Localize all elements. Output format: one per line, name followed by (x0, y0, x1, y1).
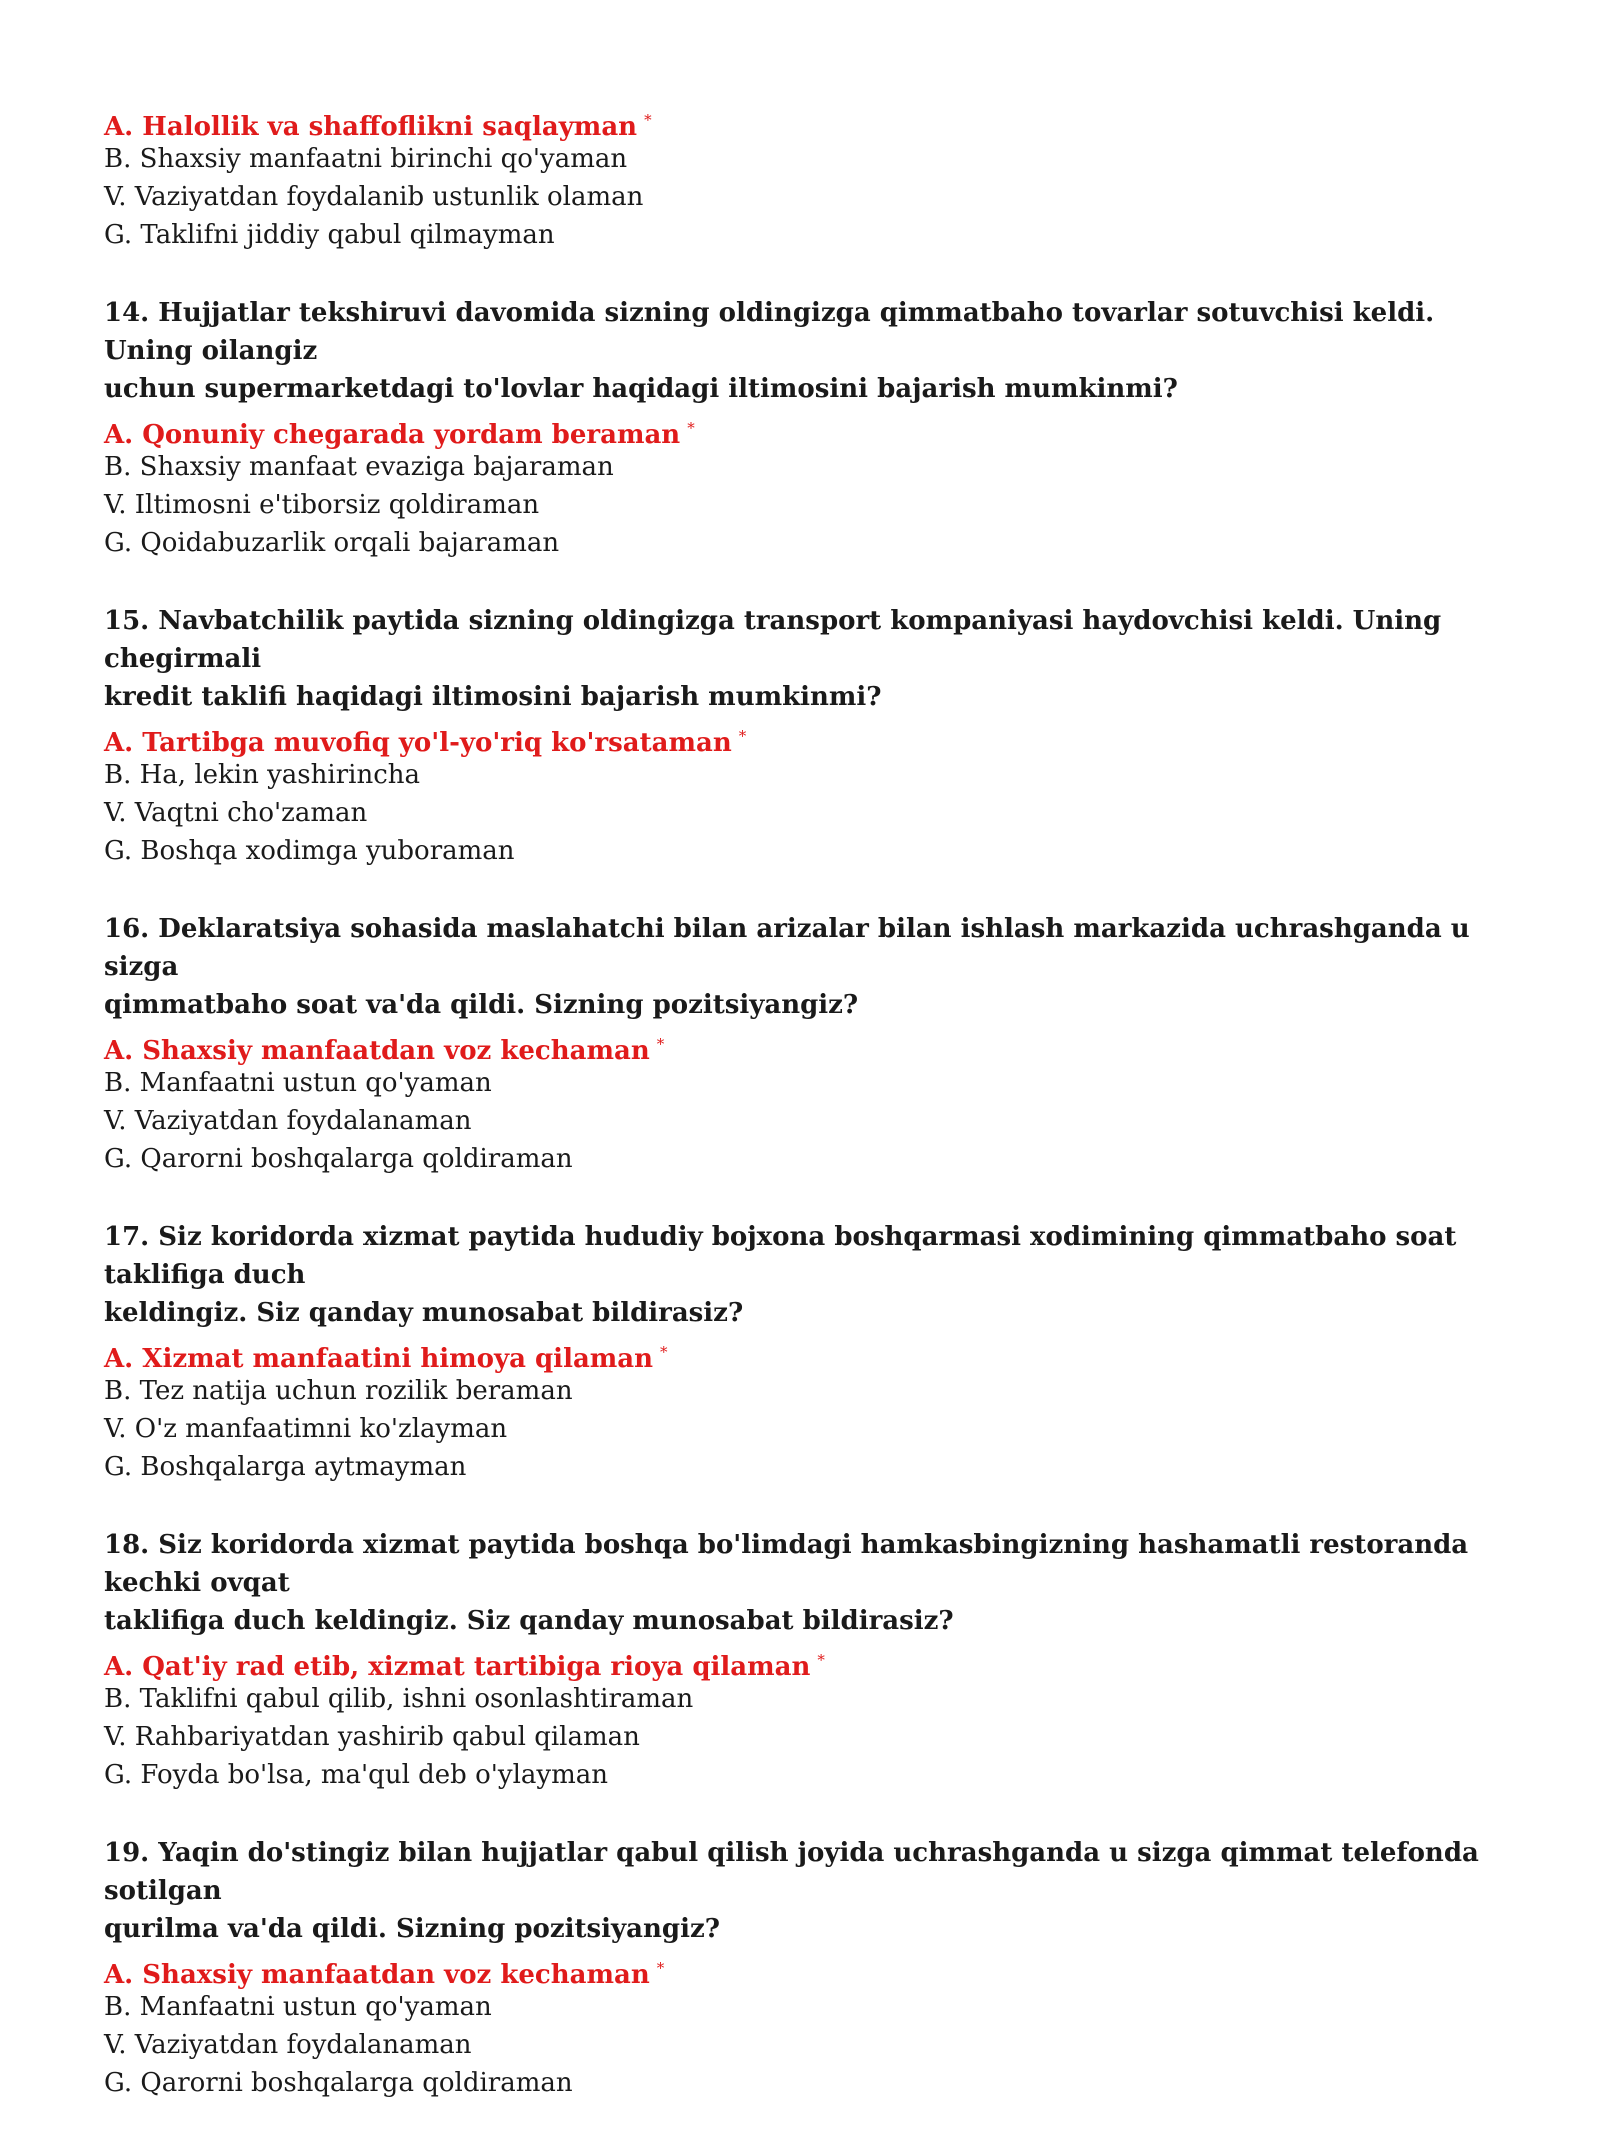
option-b: B. Ha, lekin yashirincha (104, 760, 421, 790)
correct-marker: * (656, 1959, 665, 1977)
question-block-13 (104, 100, 1504, 254)
correct-marker: * (687, 419, 695, 437)
option-v: V. Vaqtni cho'zaman (104, 798, 368, 828)
question-text-line-2: keldingiz. Siz qanday munosabat bildirasiz? (104, 1298, 744, 1328)
question-text-line-1: 14. Hujjatlar tekshiruvi davomida sizning oldingizga qimmatbaho tovarlar sotuvchisi keldi. Uning oilangiz (104, 298, 1435, 366)
option-b: B. Tez natija uchun rozilik beraman (104, 1376, 573, 1406)
option-g: G. Taklifni jiddiy qabul qilmayman (104, 220, 555, 250)
quiz-content (104, 100, 1504, 2142)
option-v: V. Iltimosni e'tiborsiz qoldiraman (104, 490, 540, 520)
option-g: G. Boshqalarga aytmayman (104, 1452, 467, 1482)
option-b: B. Manfaatni ustun qo'yaman (104, 1992, 492, 2022)
question-text-line-1: 19. Yaqin do'stingiz bilan hujjatlar qabul qilish joyida uchrashganda u sizga qimmat telefonda sotilgan (104, 1838, 1479, 1906)
option-b: B. Taklifni qabul qilib, ishni osonlashtiraman (104, 1684, 694, 1714)
question-text-line-2: qurilma va'da qildi. Sizning pozitsiyangiz? (104, 1914, 720, 1944)
question-block-14 (104, 294, 1504, 562)
question-block-16 (104, 910, 1504, 1178)
option-g: G. Qarorni boshqalarga qoldiraman (104, 1144, 573, 1174)
option-g: G. Qarorni boshqalarga qoldiraman (104, 2068, 573, 2098)
option-b: B. Shaxsiy manfaat evaziga bajaraman (104, 452, 614, 482)
correct-answer-text: A. Shaxsiy manfaatdan voz kechaman (104, 1036, 650, 1066)
option-b: B. Manfaatni ustun qo'yaman (104, 1068, 492, 1098)
correct-marker: * (738, 727, 747, 745)
question-text-line-2: kredit taklifi haqidagi iltimosini bajarish mumkinmi? (104, 682, 882, 712)
question-block-17 (104, 1218, 1504, 1486)
question-text-line-2: qimmatbaho soat va'da qildi. Sizning pozitsiyangiz? (104, 990, 859, 1020)
option-g: G. Foyda bo'lsa, ma'qul deb o'ylayman (104, 1760, 608, 1790)
question-text-line-1: 15. Navbatchilik paytida sizning oldingizga transport kompaniyasi haydovchisi keldi. Uning chegirmali (104, 606, 1442, 674)
option-v: V. O'z manfaatimni ko'zlayman (104, 1414, 508, 1444)
correct-marker: * (660, 1343, 668, 1361)
correct-marker: * (817, 1651, 825, 1669)
correct-answer-text: A. Halollik va shaffoflikni saqlayman (104, 112, 638, 142)
question-block-19 (104, 1834, 1504, 2102)
option-b: B. Shaxsiy manfaatni birinchi qo'yaman (104, 144, 628, 174)
correct-marker: * (656, 1035, 665, 1053)
correct-marker: * (644, 111, 652, 129)
option-g: G. Qoidabuzarlik orqali bajaraman (104, 528, 560, 558)
question-text-line-1: 18. Siz koridorda xizmat paytida boshqa bo'limdagi hamkasbingizning hashamatli restoranda kechki ovqat (104, 1530, 1469, 1598)
correct-answer (104, 1024, 1504, 1064)
correct-answer (104, 100, 1504, 140)
correct-answer-text: A. Qat'iy rad etib, xizmat tartibiga rioya qilaman (104, 1652, 811, 1682)
correct-answer (104, 1948, 1504, 1988)
question-text-line-2: uchun supermarketdagi to'lovlar haqidagi iltimosini bajarish mumkinmi? (104, 374, 1178, 404)
correct-answer-text: A. Xizmat manfaatini himoya qilaman (104, 1344, 654, 1374)
question-block-18 (104, 1526, 1504, 1794)
option-v: V. Vaziyatdan foydalanaman (104, 2030, 472, 2060)
correct-answer-text: A. Tartibga muvofiq yo'l-yo'riq ko'rsataman (104, 728, 732, 758)
correct-answer (104, 408, 1504, 448)
option-g: G. Boshqa xodimga yuboraman (104, 836, 515, 866)
correct-answer-text: A. Qonuniy chegarada yordam beraman (104, 420, 681, 450)
correct-answer (104, 716, 1504, 756)
question-text-line-2: taklifiga duch keldingiz. Siz qanday munosabat bildirasiz? (104, 1606, 954, 1636)
correct-answer (104, 1640, 1504, 1680)
question-text-line-1: 17. Siz koridorda xizmat paytida hududiy bojxona boshqarmasi xodimining qimmatbaho soat taklifiga duch (104, 1222, 1457, 1290)
option-v: V. Vaziyatdan foydalanaman (104, 1106, 472, 1136)
question-block-15 (104, 602, 1504, 870)
option-v: V. Rahbariyatdan yashirib qabul qilaman (104, 1722, 640, 1752)
correct-answer-text: A. Shaxsiy manfaatdan voz kechaman (104, 1960, 650, 1990)
correct-answer (104, 1332, 1504, 1372)
option-v: V. Vaziyatdan foydalanib ustunlik olaman (104, 182, 644, 212)
question-text-line-1: 16. Deklaratsiya sohasida maslahatchi bilan arizalar bilan ishlash markazida uchrashganda u sizga (104, 914, 1470, 982)
